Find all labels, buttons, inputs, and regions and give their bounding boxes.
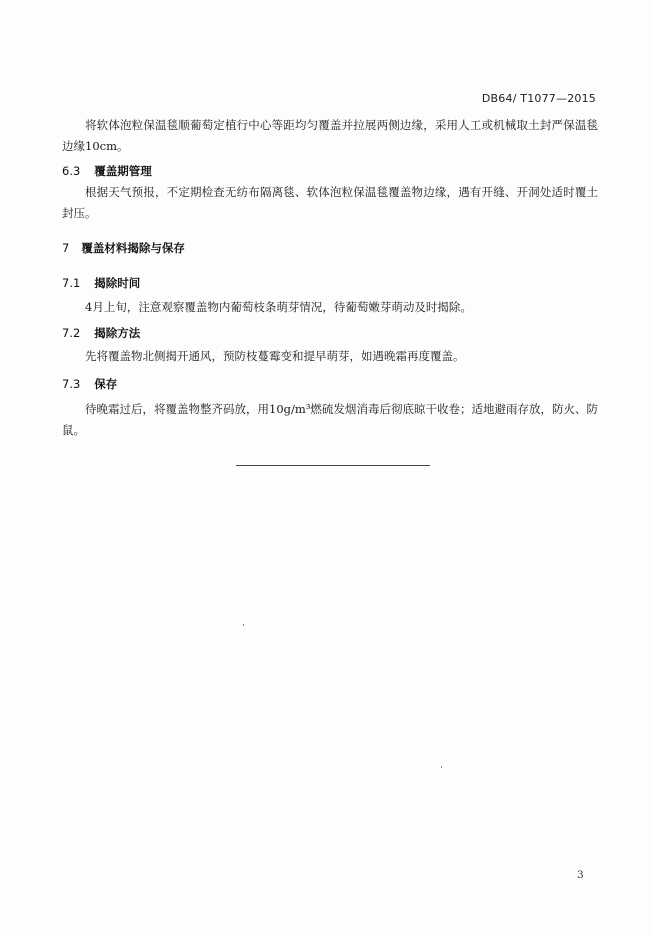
section-number: 7.1 bbox=[62, 276, 81, 290]
section-number: 7.3 bbox=[62, 377, 81, 391]
scan-speck bbox=[441, 766, 442, 768]
section-number: 6.3 bbox=[62, 164, 81, 178]
section-title: 揭除时间 bbox=[94, 276, 141, 290]
paragraph-7-1: 4月上旬，注意观察覆盖物内葡萄枝条萌芽情况，待葡萄嫩芽萌动及时揭除。 bbox=[85, 300, 472, 314]
section-heading-6-3 bbox=[62, 163, 152, 179]
page-number: 3 bbox=[577, 869, 584, 881]
document-code: DB64/ T1077—2015 bbox=[481, 92, 596, 105]
section-heading-7-3 bbox=[62, 376, 117, 392]
section-number: 7.2 bbox=[62, 326, 81, 340]
section-title: 揭除方法 bbox=[94, 326, 141, 340]
paragraph-6-3: 根据天气预报，不定期检查无纺布隔离毯、软体泡粒保温毯覆盖物边缘，遇有开缝、开洞处适时覆土封压。 bbox=[62, 185, 598, 220]
section-heading-7-2 bbox=[62, 325, 140, 341]
section-heading-7 bbox=[62, 240, 185, 256]
section-title: 覆盖期管理 bbox=[94, 164, 152, 178]
paragraph-7-3: 待晚霜过后，将覆盖物整齐码放，用10g/m³燃硫发烟消毒后彻底晾干收卷；适地避雨存放，防火、防鼠。 bbox=[62, 402, 598, 437]
section-number: 7 bbox=[62, 241, 70, 255]
paragraph-6-2-continuation: 将软体泡粒保温毯顺葡萄定植行中心等距均匀覆盖并拉展两侧边缘，采用人工或机械取土封严保温毯边缘10cm。 bbox=[62, 118, 598, 153]
end-of-standard-rule bbox=[236, 465, 430, 466]
paragraph-7-2: 先将覆盖物北侧揭开通风，预防枝蔓霉变和提早萌芽，如遇晚霜再度覆盖。 bbox=[85, 349, 465, 363]
section-title: 覆盖材料揭除与保存 bbox=[81, 241, 185, 255]
scan-speck bbox=[243, 624, 244, 626]
section-heading-7-1 bbox=[62, 275, 140, 291]
section-title: 保存 bbox=[94, 377, 118, 391]
